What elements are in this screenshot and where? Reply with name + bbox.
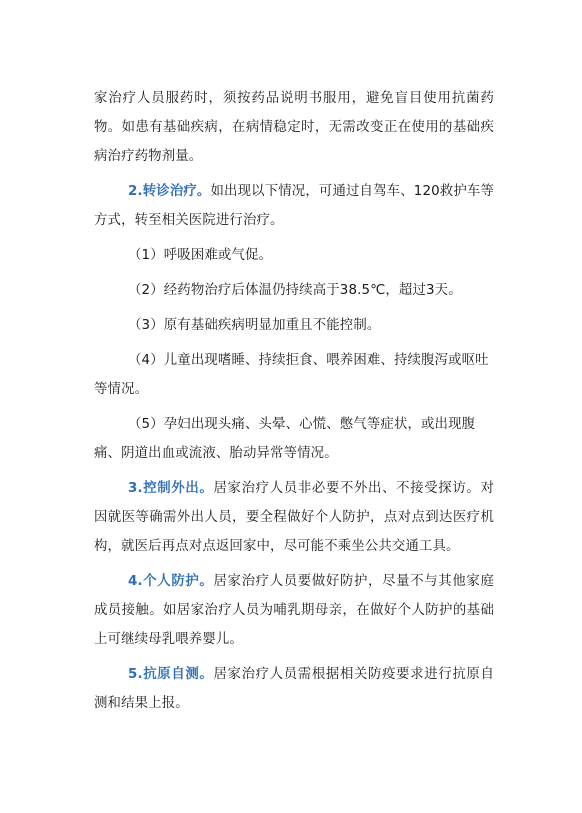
section-heading-outing-control: 3.控制外出。 — [128, 481, 214, 496]
section-personal-protection — [94, 567, 494, 654]
section-text-outing-control: 居家治疗人员非必要不外出、不接受探访。对因就医等确需外出人员，要全程做好个人防护，点对点到达医疗机构，就医后再点对点返回家中，尽可能不乘坐公共交通工具。 — [94, 481, 494, 554]
list-item: （5）孕妇出现头痛、头晕、心慌、憋气等症状，或出现腹痛、阴道出血或流液、胎动异常等情况。 — [94, 417, 476, 461]
section-text-personal-protection: 居家治疗人员要做好防护，尽量不与其他家庭成员接触。如居家治疗人员为哺乳期母亲，在做好个人防护的基础上可继续母乳喂养婴儿。 — [94, 574, 494, 647]
section-heading-antigen-test: 5.抗原自测。 — [128, 667, 214, 682]
section-referral — [94, 177, 494, 235]
list-item: （3）原有基础疾病明显加重且不能控制。 — [128, 318, 381, 333]
list-item: （4）儿童出现嗜睡、持续拒食、喂养困难、持续腹泻或呕吐等情况。 — [94, 353, 489, 397]
section-text-antigen-test: 居家治疗人员需根据相关防疫要求进行抗原自测和结果上报。 — [94, 667, 494, 711]
list-item: （1）呼吸困难或气促。 — [128, 248, 273, 263]
section-antigen-test — [94, 660, 494, 718]
document-page — [94, 84, 494, 724]
intro-line-1: 家治疗人员服药时，须按药品说明书服用，避免盲目使用抗菌药物。 — [94, 91, 494, 135]
list-item: （2）经药物治疗后体温仍持续高于38.5℃，超过3天。 — [128, 283, 462, 298]
intro-line-2: 如患有基础疾病，在病情稳定时，无需改变正在使用的基础疾病治疗药物剂量。 — [94, 120, 494, 164]
section-heading-personal-protection: 4.个人防护。 — [128, 574, 214, 589]
section-outing-control — [94, 474, 494, 561]
paragraph-intro — [94, 84, 494, 171]
section-text-referral: 如出现以下情况，可通过自驾车、120救护车等方式，转至相关医院进行治疗。 — [94, 184, 494, 228]
section-heading-referral: 2.转诊治疗。 — [128, 184, 211, 199]
